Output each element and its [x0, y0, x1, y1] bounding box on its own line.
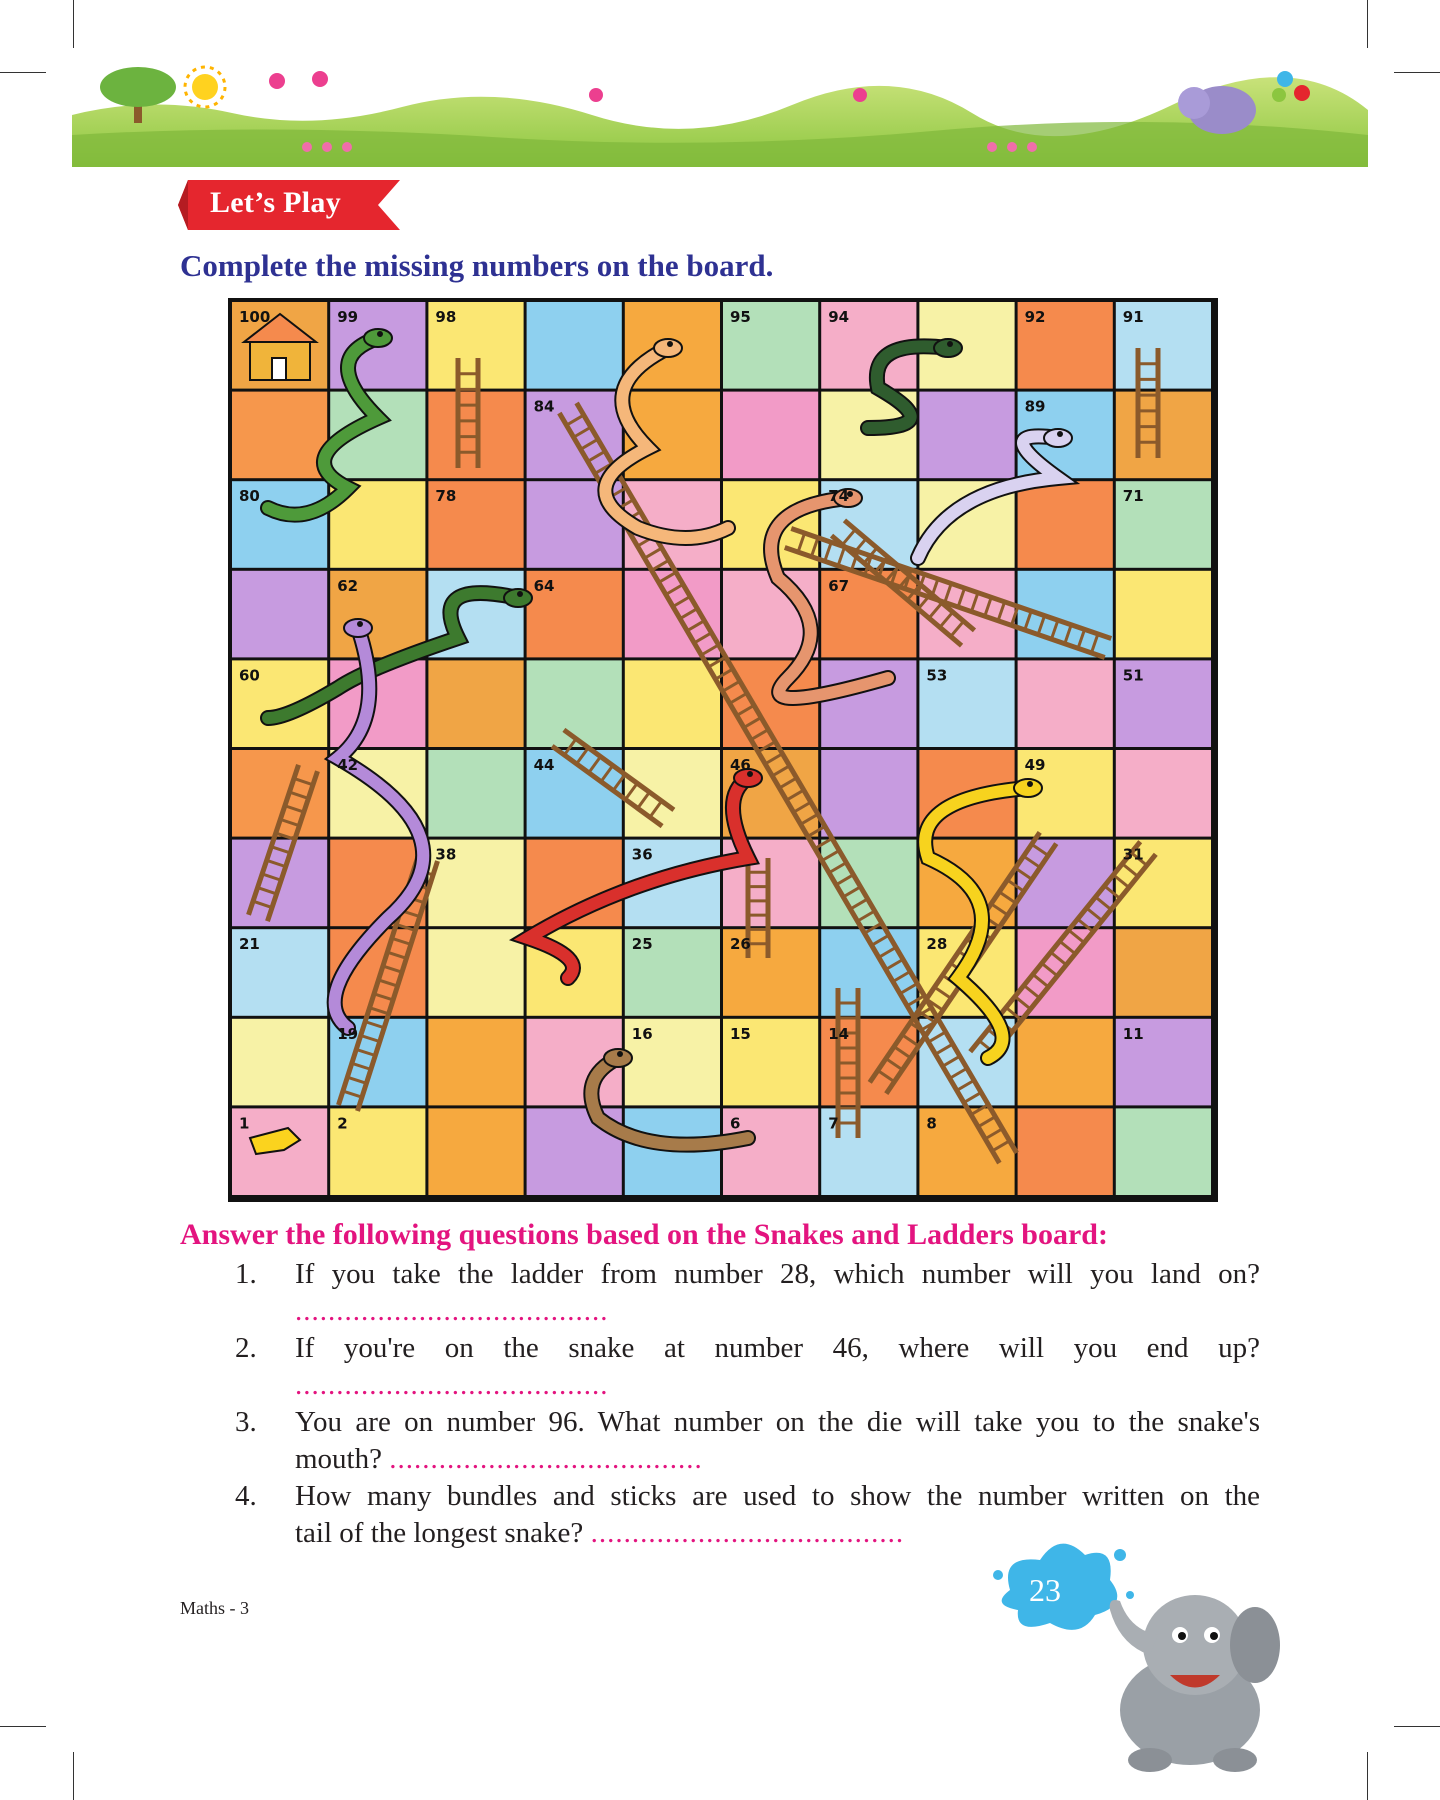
board-cell [232, 571, 327, 658]
cell-number: 36 [631, 845, 653, 864]
cell-number: 100 [239, 308, 271, 326]
cell-number: 80 [239, 487, 260, 506]
cell-number: 95 [730, 308, 751, 326]
cell-number: 62 [337, 576, 359, 595]
board-cell [428, 929, 523, 1016]
crop-mark [73, 0, 74, 48]
cell-number: 1 [239, 1114, 250, 1133]
questions-heading: Answer the following questions based on the Snakes and Ladders board: [180, 1218, 1108, 1251]
cell-number: 16 [631, 1024, 653, 1043]
answer-blank-1[interactable]: ...................................... [295, 1295, 609, 1327]
board-cell [1018, 1108, 1113, 1195]
cell-number: 53 [926, 666, 948, 685]
board-cell [821, 750, 916, 837]
board-cell [1116, 1108, 1211, 1195]
board-cell [1116, 571, 1211, 658]
board-cell [1116, 750, 1211, 837]
cell-number: 6 [730, 1114, 741, 1133]
crop-mark [1367, 1752, 1368, 1800]
cell-number: 11 [1122, 1024, 1144, 1043]
board-cell [527, 302, 622, 389]
cell-number: 21 [239, 935, 260, 954]
footer-label: Maths - 3 [180, 1598, 249, 1618]
cell-number: 19 [337, 1024, 359, 1043]
cell-number: 14 [828, 1024, 850, 1043]
board-cell [919, 392, 1014, 479]
cell-number: 71 [1122, 487, 1144, 506]
crop-mark [0, 1726, 46, 1727]
lets-play-label: Let’s Play [210, 186, 342, 219]
board-cell [232, 392, 327, 479]
crop-mark [0, 72, 46, 73]
board-cell [527, 660, 622, 747]
crop-mark [1394, 1726, 1440, 1727]
board-cell [1018, 1019, 1113, 1106]
cell-number: 98 [435, 308, 457, 326]
cell-number: 51 [1122, 666, 1144, 685]
flower-icon [269, 71, 867, 102]
board-cell [232, 1019, 327, 1106]
cell-number: 91 [1122, 308, 1144, 326]
board-svg [228, 298, 1218, 1202]
snakes-and-ladders-board [228, 298, 1218, 1202]
board-cell [428, 1019, 523, 1106]
cell-number: 94 [828, 308, 850, 326]
cell-number: 28 [926, 935, 948, 954]
cell-number: 74 [828, 487, 850, 506]
cell-number: 25 [631, 935, 653, 954]
cell-number: 60 [239, 666, 260, 685]
answer-blank-3[interactable]: ...................................... [389, 1443, 703, 1475]
cell-number: 78 [435, 487, 457, 506]
board-cell [428, 660, 523, 747]
crop-mark [73, 1752, 74, 1800]
cell-number: 26 [730, 935, 751, 954]
cell-number: 46 [730, 756, 751, 774]
cell-number: 84 [533, 397, 555, 416]
cell-number: 67 [828, 576, 850, 595]
answer-blank-4[interactable]: ...................................... [590, 1517, 905, 1549]
board-cell [821, 660, 916, 747]
cell-number: 42 [337, 756, 359, 774]
board-cell [1116, 392, 1211, 479]
board-cell [723, 392, 818, 479]
cell-number: 38 [435, 845, 457, 864]
board-cell [428, 750, 523, 837]
cell-number: 99 [337, 308, 359, 326]
board-cell [1116, 929, 1211, 1016]
board-cell [1018, 481, 1113, 568]
answer-blank-2[interactable]: ...................................... [295, 1369, 609, 1401]
instruction-heading: Complete the missing numbers on the board. [180, 248, 774, 283]
meadow-banner [72, 65, 1368, 167]
cell-number: 92 [1024, 308, 1046, 326]
cell-number: 8 [926, 1114, 937, 1133]
cell-number: 2 [337, 1114, 348, 1133]
cell-number: 7 [828, 1114, 839, 1133]
board-cell [625, 660, 720, 747]
cell-number: 64 [533, 576, 555, 595]
crop-mark [1394, 72, 1440, 73]
board-cell [1018, 660, 1113, 747]
sun-icon [185, 67, 225, 107]
cell-number: 49 [1024, 756, 1046, 774]
board-cell [625, 750, 720, 837]
board-cell [428, 1108, 523, 1195]
board-cell [625, 571, 720, 658]
cell-number: 89 [1024, 397, 1046, 416]
page-number: 23 [1029, 1572, 1061, 1608]
cell-number: 44 [533, 756, 555, 774]
cell-number: 15 [730, 1024, 751, 1043]
crop-mark [1367, 0, 1368, 48]
cell-number: 31 [1122, 845, 1144, 864]
